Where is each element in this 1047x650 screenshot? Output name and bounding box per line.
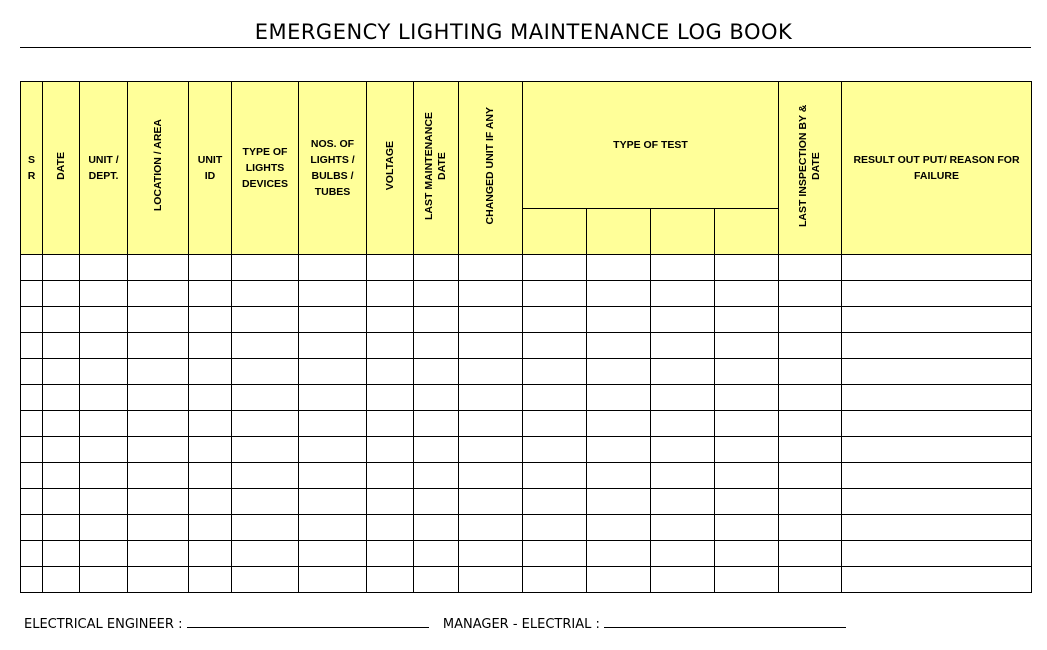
col-header-changed-unit-label: CHANGED UNIT IF ANY <box>484 106 496 225</box>
table-cell[interactable] <box>299 463 367 489</box>
table-cell[interactable] <box>128 463 189 489</box>
table-cell[interactable] <box>842 281 1032 307</box>
col-header-date-label: DATE <box>54 151 67 180</box>
table-cell[interactable] <box>414 359 459 385</box>
table-cell[interactable] <box>715 359 779 385</box>
table-cell[interactable] <box>43 359 80 385</box>
table-cell[interactable] <box>715 567 779 593</box>
table-cell[interactable] <box>715 333 779 359</box>
table-cell[interactable] <box>779 437 842 463</box>
table-cell[interactable] <box>523 489 587 515</box>
table-cell[interactable] <box>587 281 651 307</box>
col-header-last-inspection-label: LAST INSPECTION BY & DATE <box>797 104 822 227</box>
table-cell[interactable] <box>232 281 299 307</box>
table-cell[interactable] <box>651 567 715 593</box>
table-cell[interactable] <box>651 463 715 489</box>
table-cell[interactable] <box>459 281 523 307</box>
table-cell[interactable] <box>189 359 232 385</box>
table-cell[interactable] <box>842 255 1032 281</box>
table-cell[interactable] <box>367 515 414 541</box>
table-cell[interactable] <box>80 411 128 437</box>
table-cell[interactable] <box>43 489 80 515</box>
type-of-test-subheader <box>587 209 651 255</box>
table-cell[interactable] <box>128 359 189 385</box>
col-header-location-area <box>128 82 189 255</box>
table-cell[interactable] <box>414 515 459 541</box>
table-cell[interactable] <box>779 567 842 593</box>
table-cell[interactable] <box>367 567 414 593</box>
table-cell[interactable] <box>367 255 414 281</box>
table-cell[interactable] <box>80 437 128 463</box>
table-cell[interactable] <box>299 281 367 307</box>
table-cell[interactable] <box>367 437 414 463</box>
table-cell[interactable] <box>779 255 842 281</box>
table-cell[interactable] <box>189 411 232 437</box>
table-cell[interactable] <box>128 515 189 541</box>
table-row <box>21 463 1032 489</box>
table-cell[interactable] <box>651 515 715 541</box>
engineer-signature-line[interactable] <box>187 615 429 628</box>
table-cell[interactable] <box>299 567 367 593</box>
table-cell[interactable] <box>128 307 189 333</box>
col-header-type-of-test <box>523 82 779 209</box>
table-cell[interactable] <box>842 567 1032 593</box>
col-header-last-maintenance-date-label: LAST MAINTENANCE DATE <box>423 111 448 220</box>
table-cell[interactable] <box>414 567 459 593</box>
col-header-unit-dept-label: UNIT / DEPT. <box>88 154 119 182</box>
table-row <box>21 411 1032 437</box>
table-cell[interactable] <box>43 463 80 489</box>
table-cell[interactable] <box>21 359 43 385</box>
table-cell[interactable] <box>414 307 459 333</box>
table-cell[interactable] <box>21 281 43 307</box>
table-cell[interactable] <box>715 489 779 515</box>
table-cell[interactable] <box>842 359 1032 385</box>
table-cell[interactable] <box>299 333 367 359</box>
table-cell[interactable] <box>587 307 651 333</box>
log-table <box>20 81 1032 593</box>
table-cell[interactable] <box>189 255 232 281</box>
col-header-result-output <box>842 82 1032 255</box>
table-cell[interactable] <box>779 463 842 489</box>
table-cell[interactable] <box>842 411 1032 437</box>
table-cell[interactable] <box>587 567 651 593</box>
table-cell[interactable] <box>367 541 414 567</box>
table-cell[interactable] <box>128 541 189 567</box>
table-cell[interactable] <box>459 385 523 411</box>
table-cell[interactable] <box>43 515 80 541</box>
table-cell[interactable] <box>128 567 189 593</box>
table-cell[interactable] <box>232 489 299 515</box>
table-cell[interactable] <box>842 515 1032 541</box>
table-cell[interactable] <box>367 359 414 385</box>
table-cell[interactable] <box>21 385 43 411</box>
table-cell[interactable] <box>651 541 715 567</box>
table-cell[interactable] <box>80 333 128 359</box>
table-cell[interactable] <box>232 255 299 281</box>
table-row <box>21 255 1032 281</box>
table-cell[interactable] <box>232 411 299 437</box>
col-header-changed-unit <box>459 82 523 255</box>
col-header-type-of-lights <box>232 82 299 255</box>
table-cell[interactable] <box>587 489 651 515</box>
table-cell[interactable] <box>651 307 715 333</box>
col-header-unit-id-label: UNIT ID <box>197 154 223 182</box>
table-cell[interactable] <box>189 567 232 593</box>
table-cell[interactable] <box>651 359 715 385</box>
table-row <box>21 307 1032 333</box>
table-cell[interactable] <box>21 411 43 437</box>
table-cell[interactable] <box>587 333 651 359</box>
table-cell[interactable] <box>367 463 414 489</box>
table-cell[interactable] <box>189 333 232 359</box>
table-cell[interactable] <box>414 541 459 567</box>
type-of-test-subheader <box>651 209 715 255</box>
table-row <box>21 281 1032 307</box>
table-cell[interactable] <box>414 255 459 281</box>
table-cell[interactable] <box>80 307 128 333</box>
table-cell[interactable] <box>779 385 842 411</box>
table-cell[interactable] <box>80 463 128 489</box>
table-cell[interactable] <box>414 281 459 307</box>
table-cell[interactable] <box>523 515 587 541</box>
table-cell[interactable] <box>21 463 43 489</box>
signature-footer <box>24 615 846 633</box>
table-cell[interactable] <box>779 307 842 333</box>
table-cell[interactable] <box>842 541 1032 567</box>
table-cell[interactable] <box>715 411 779 437</box>
table-cell[interactable] <box>299 255 367 281</box>
table-cell[interactable] <box>459 359 523 385</box>
table-cell[interactable] <box>459 463 523 489</box>
table-cell[interactable] <box>587 463 651 489</box>
table-cell[interactable] <box>779 281 842 307</box>
table-cell[interactable] <box>779 541 842 567</box>
table-cell[interactable] <box>128 437 189 463</box>
table-cell[interactable] <box>651 281 715 307</box>
table-cell[interactable] <box>459 307 523 333</box>
table-cell[interactable] <box>651 437 715 463</box>
table-cell[interactable] <box>587 437 651 463</box>
table-cell[interactable] <box>414 463 459 489</box>
table-cell[interactable] <box>367 411 414 437</box>
table-cell[interactable] <box>715 541 779 567</box>
table-cell[interactable] <box>43 541 80 567</box>
table-cell[interactable] <box>651 489 715 515</box>
table-cell[interactable] <box>587 255 651 281</box>
table-cell[interactable] <box>367 307 414 333</box>
table-cell[interactable] <box>189 385 232 411</box>
table-cell[interactable] <box>299 411 367 437</box>
table-cell[interactable] <box>523 307 587 333</box>
table-cell[interactable] <box>587 541 651 567</box>
table-cell[interactable] <box>189 437 232 463</box>
table-cell[interactable] <box>299 307 367 333</box>
table-cell[interactable] <box>80 541 128 567</box>
table-row <box>21 567 1032 593</box>
table-cell[interactable] <box>43 411 80 437</box>
col-header-voltage <box>367 82 414 255</box>
col-header-nos-of-lights-label: NOS. OF LIGHTS / BULBS / TUBES <box>310 138 355 198</box>
table-row <box>21 385 1032 411</box>
table-cell[interactable] <box>459 411 523 437</box>
table-cell[interactable] <box>189 307 232 333</box>
table-cell[interactable] <box>80 515 128 541</box>
table-cell[interactable] <box>459 515 523 541</box>
table-row <box>21 489 1032 515</box>
table-cell[interactable] <box>523 281 587 307</box>
table-cell[interactable] <box>128 385 189 411</box>
table-cell[interactable] <box>80 359 128 385</box>
table-cell[interactable] <box>414 333 459 359</box>
table-row <box>21 359 1032 385</box>
table-cell[interactable] <box>587 385 651 411</box>
table-cell[interactable] <box>414 437 459 463</box>
table-cell[interactable] <box>779 333 842 359</box>
table-cell[interactable] <box>459 541 523 567</box>
table-cell[interactable] <box>842 307 1032 333</box>
table-cell[interactable] <box>523 437 587 463</box>
table-cell[interactable] <box>523 333 587 359</box>
col-header-result-output-label: RESULT OUT PUT/ REASON FOR FAILURE <box>853 154 1020 182</box>
col-header-sr-label: S R <box>27 154 36 182</box>
table-cell[interactable] <box>128 255 189 281</box>
manager-signature-line[interactable] <box>604 615 846 628</box>
table-cell[interactable] <box>80 567 128 593</box>
table-cell[interactable] <box>367 385 414 411</box>
table-cell[interactable] <box>232 541 299 567</box>
col-header-sr <box>21 82 43 255</box>
table-cell[interactable] <box>299 541 367 567</box>
col-header-location-area-label: LOCATION / AREA <box>151 119 164 212</box>
table-row <box>21 541 1032 567</box>
table-cell[interactable] <box>779 489 842 515</box>
table-cell[interactable] <box>523 567 587 593</box>
table-cell[interactable] <box>715 385 779 411</box>
table-cell[interactable] <box>299 437 367 463</box>
table-cell[interactable] <box>128 333 189 359</box>
table-cell[interactable] <box>459 255 523 281</box>
table-cell[interactable] <box>459 437 523 463</box>
table-cell[interactable] <box>21 515 43 541</box>
table-cell[interactable] <box>232 307 299 333</box>
table-row <box>21 515 1032 541</box>
table-cell[interactable] <box>21 307 43 333</box>
type-of-test-subheader <box>715 209 779 255</box>
table-row <box>21 333 1032 359</box>
table-cell[interactable] <box>232 515 299 541</box>
table-cell[interactable] <box>651 333 715 359</box>
table-cell[interactable] <box>299 359 367 385</box>
table-cell[interactable] <box>232 437 299 463</box>
table-cell[interactable] <box>842 463 1032 489</box>
table-cell[interactable] <box>523 385 587 411</box>
table-cell[interactable] <box>232 463 299 489</box>
table-cell[interactable] <box>651 411 715 437</box>
table-cell[interactable] <box>367 281 414 307</box>
table-cell[interactable] <box>189 541 232 567</box>
table-cell[interactable] <box>779 411 842 437</box>
table-cell[interactable] <box>779 515 842 541</box>
table-cell[interactable] <box>779 359 842 385</box>
col-header-unit-dept <box>80 82 128 255</box>
table-cell[interactable] <box>189 463 232 489</box>
manager-label: MANAGER - ELECTRIAL : <box>442 617 600 632</box>
table-cell[interactable] <box>715 515 779 541</box>
table-cell[interactable] <box>21 541 43 567</box>
table-cell[interactable] <box>43 255 80 281</box>
engineer-label: ELECTRICAL ENGINEER : <box>24 617 183 632</box>
table-cell[interactable] <box>715 255 779 281</box>
table-cell[interactable] <box>43 385 80 411</box>
table-cell[interactable] <box>43 437 80 463</box>
table-cell[interactable] <box>842 489 1032 515</box>
table-cell[interactable] <box>299 489 367 515</box>
type-of-test-subheader <box>523 209 587 255</box>
col-header-voltage-label: VOLTAGE <box>383 140 396 191</box>
col-header-last-inspection <box>779 82 842 255</box>
table-cell[interactable] <box>80 255 128 281</box>
table-cell[interactable] <box>414 411 459 437</box>
table-cell[interactable] <box>80 385 128 411</box>
table-cell[interactable] <box>523 463 587 489</box>
table-cell[interactable] <box>43 333 80 359</box>
table-cell[interactable] <box>587 411 651 437</box>
table-cell[interactable] <box>232 359 299 385</box>
table-cell[interactable] <box>842 333 1032 359</box>
table-cell[interactable] <box>299 515 367 541</box>
table-cell[interactable] <box>367 489 414 515</box>
table-cell[interactable] <box>459 489 523 515</box>
table-cell[interactable] <box>128 281 189 307</box>
log-table-body <box>21 255 1032 593</box>
table-cell[interactable] <box>232 385 299 411</box>
table-cell[interactable] <box>367 333 414 359</box>
col-header-nos-of-lights <box>299 82 367 255</box>
table-cell[interactable] <box>715 307 779 333</box>
col-header-date <box>43 82 80 255</box>
table-cell[interactable] <box>21 255 43 281</box>
table-cell[interactable] <box>80 281 128 307</box>
table-cell[interactable] <box>715 463 779 489</box>
table-cell[interactable] <box>842 437 1032 463</box>
col-header-type-of-lights-label: TYPE OF LIGHTS DEVICES <box>241 146 289 190</box>
table-cell[interactable] <box>21 489 43 515</box>
table-cell[interactable] <box>128 411 189 437</box>
table-cell[interactable] <box>523 541 587 567</box>
table-cell[interactable] <box>587 515 651 541</box>
page-title: EMERGENCY LIGHTING MAINTENANCE LOG BOOK <box>254 20 793 44</box>
col-header-type-of-test-label: TYPE OF TEST <box>613 139 688 151</box>
table-cell[interactable] <box>414 385 459 411</box>
table-cell[interactable] <box>523 359 587 385</box>
title-underline <box>20 47 1031 48</box>
col-header-last-maintenance-date <box>414 82 459 255</box>
table-cell[interactable] <box>43 281 80 307</box>
table-cell[interactable] <box>43 567 80 593</box>
table-cell[interactable] <box>189 489 232 515</box>
table-cell[interactable] <box>523 411 587 437</box>
table-cell[interactable] <box>21 333 43 359</box>
table-cell[interactable] <box>414 489 459 515</box>
table-cell[interactable] <box>459 333 523 359</box>
table-cell[interactable] <box>459 567 523 593</box>
table-cell[interactable] <box>21 567 43 593</box>
table-cell[interactable] <box>128 489 189 515</box>
table-cell[interactable] <box>651 385 715 411</box>
table-cell[interactable] <box>842 385 1032 411</box>
table-cell[interactable] <box>21 437 43 463</box>
table-cell[interactable] <box>651 255 715 281</box>
table-row <box>21 437 1032 463</box>
table-cell[interactable] <box>189 515 232 541</box>
table-cell[interactable] <box>232 567 299 593</box>
table-cell[interactable] <box>299 385 367 411</box>
table-cell[interactable] <box>715 281 779 307</box>
table-cell[interactable] <box>587 359 651 385</box>
table-cell[interactable] <box>80 489 128 515</box>
table-cell[interactable] <box>189 281 232 307</box>
table-cell[interactable] <box>232 333 299 359</box>
table-cell[interactable] <box>43 307 80 333</box>
table-cell[interactable] <box>715 437 779 463</box>
col-header-unit-id <box>189 82 232 255</box>
table-cell[interactable] <box>523 255 587 281</box>
